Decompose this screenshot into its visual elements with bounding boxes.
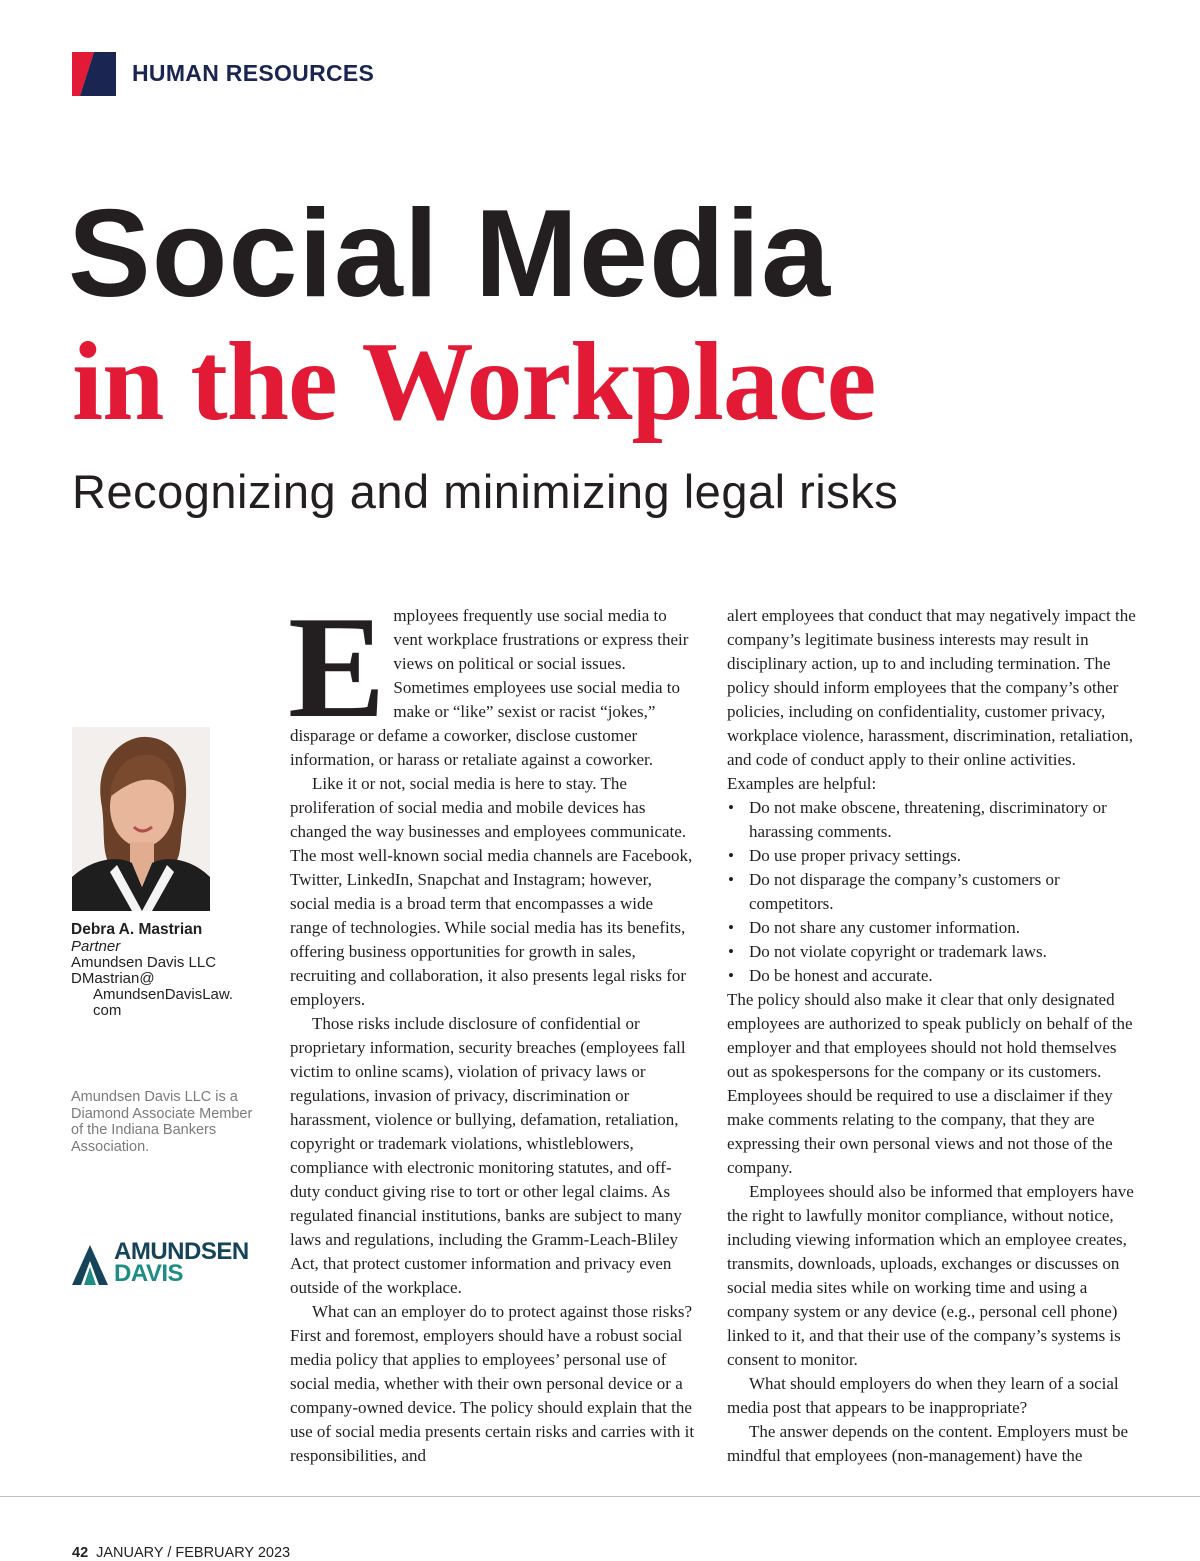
list-item: • Do not make obscene, threatening, discriminatory or harassing comments. <box>727 796 1137 844</box>
article-paragraph-4: What can an employer do to protect against those risks? First and foremost, employers should have a robust social media policy that applies to employees’ personal use of social media, whether with their own personal device or a company-owned device. The policy should explain that the use of social media presents certain risks and carries with it responsibilities, and <box>290 1302 695 1465</box>
section-label: HUMAN RESOURCES <box>132 60 375 86</box>
list-item: • Do not violate copyright or trademark laws. <box>727 940 1137 964</box>
page-number: 42 <box>72 1545 89 1561</box>
author-name: Debra A. Mastrian <box>71 921 203 938</box>
article-paragraph-9: The answer depends on the content. Employers must be mindful that employees (non-management) have the <box>727 1422 1129 1465</box>
article-paragraph-6: The policy should also make it clear that only designated employees are authorized to speak publicly on behalf of the employer and that employees should not hold themselves out as spokespersons for the company or its customers. Employees should be required to use a disclaimer if they make comments relating to the company, that they are expressing their own personal views and not those of the company. <box>727 990 1133 1177</box>
author-email-line-1[interactable]: DMastrian@ <box>71 970 155 987</box>
issue-date: JANUARY / FEBRUARY 2023 <box>96 1545 291 1561</box>
author-title: Partner <box>71 938 121 955</box>
firm-logo-mark-icon <box>72 1245 108 1285</box>
author-firm: Amundsen Davis LLC <box>71 954 217 971</box>
author-email-line-2[interactable]: AmundsenDavisLaw. <box>93 986 234 1003</box>
firm-logo-line-1: AMUNDSEN <box>114 1238 249 1265</box>
policy-examples-list <box>727 796 1137 988</box>
title-line-2: in the Workplace <box>72 320 876 444</box>
article-paragraph-1 <box>288 586 695 772</box>
article-paragraph-8: What should employers do when they learn of a social media post that appears to be inappropriate? <box>727 1374 1119 1417</box>
list-item: • Do not disparage the company’s customers or competitors. <box>727 868 1137 916</box>
author-email-line-3[interactable]: com <box>93 1002 122 1019</box>
associate-note: Amundsen Davis LLC is a Diamond Associate Member of the Indiana Bankers Association. <box>71 1089 253 1155</box>
footer-divider <box>0 1496 1200 1497</box>
author-info <box>71 922 266 1019</box>
list-item: • Do be honest and accurate. <box>727 964 1137 988</box>
page-footer <box>72 1545 290 1561</box>
firm-logo <box>72 1238 262 1291</box>
article-column-2 <box>727 604 1137 1468</box>
drop-cap: E <box>288 586 386 748</box>
article-paragraph-1-text: mployees frequently use social media to vent workplace frustrations or express their views on political or social issues. Sometimes employees use social media to make or “like” sexist or racist “jokes,” disparage or defame a coworker, disclose customer information, or harass or retaliate against a coworker. <box>290 606 689 769</box>
article-paragraph-5: alert employees that conduct that may negatively impact the company’s legitimate business interests may result in disciplinary action, up to and including termination. The policy should inform employees that the company’s other policies, including on confidentiality, customer privacy, workplace violence, harassment, discrimination, retaliation, and code of conduct apply to their online activities. Examples are helpful: <box>727 606 1136 793</box>
firm-logo-line-2: DAVIS <box>114 1260 184 1287</box>
list-item: • Do use proper privacy settings. <box>727 844 1137 868</box>
title-line-1: Social Media <box>68 185 832 323</box>
subtitle: Recognizing and minimizing legal risks <box>72 465 899 518</box>
section-mark-icon <box>72 52 116 96</box>
article-paragraph-3: Those risks include disclosure of confidential or proprietary information, security breaches (employees fall victim to online scams), violation of privacy laws or regulations, invasion of privacy, discrimination or harassment, violence or bullying, defamation, retaliation, copyright or trademark violations, whistleblowers, compliance with electronic monitoring statutes, and off-duty conduct giving rise to tort or other legal claims. As regulated financial institutions, banks are subject to many laws and regulations, including the Gramm-Leach-Bliley Act, that protect customer information and privacy even outside of the workplace. <box>290 1014 686 1297</box>
article-paragraph-7: Employees should also be informed that employers have the right to lawfully monitor compliance, without notice, including viewing information which an employee creates, transmits, downloads, uploads, exchanges or discusses on social media sites while on working time and using a company system or any device (e.g., personal cell phone) linked to it, and that their use of the company’s systems is consent to monitor. <box>727 1182 1134 1369</box>
article-column-1 <box>288 586 695 1468</box>
article-paragraph-2: Like it or not, social media is here to stay. The proliferation of social media and mobile devices has changed the way businesses and employees communicate. The most well-known social media channels are Facebook, Twitter, LinkedIn, Snapchat and Instagram; however, social media is a broad term that encompasses a wide range of technologies. While social media has its benefits, offering business opportunities for growth in sales, recruiting and collaboration, it also presents legal risks for employers. <box>290 774 693 1009</box>
list-item: • Do not share any customer information. <box>727 916 1137 940</box>
author-photo <box>72 727 210 911</box>
